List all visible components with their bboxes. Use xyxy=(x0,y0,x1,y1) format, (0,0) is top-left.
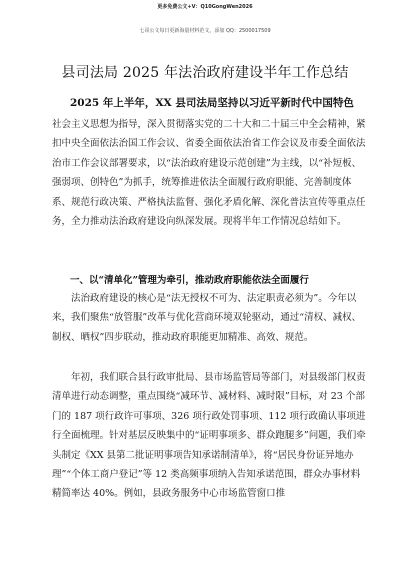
document-lead: 2025 年上半年，XX 县司法局坚持以习近平新时代中国特色 xyxy=(70,97,354,109)
header-contact-line: 七哥公文每日更新海量材料范文，添加 QQ：2500017509 xyxy=(139,28,271,34)
paragraph-intro: 社会主义思想为指导，深入贯彻落实党的二十大和二十届三中全会精神，紧扣中央全面依法治国工作会议、省委全面依法治省工作会议及市委全面依法治市工作会议部署要求，以“法治政府建设示范创建”为主线，以“补短板、强弱项、创特色”为抓手，统筹推进依法全面履行政府职能、完善制度体系、规范行政决策、严格执法监督、强化矛盾化解、深化普法宣传等重点任务，全力推动法治政府建设向纵深发展。现将半年工作情况总结如下。 xyxy=(52,119,366,228)
paragraph-core-principle: 法治政府建设的核心是“法无授权不可为、法定职责必须为”。今年以来，我们聚焦“放管服”改革与优化营商环境双轮驱动，通过“清权、减权、制权、晒权”四步联动，推动政府职能更加精准、高效、规范。 xyxy=(52,293,362,343)
header-promo-line: 更多免费公文+V：Q10GongWen2026 xyxy=(157,4,253,10)
section-heading-1: 一、以“清单化”管理为牵引，推动政府职能依法全面履行 xyxy=(70,275,309,286)
document-title: 县司法局 2025 年法治政府建设半年工作总结 xyxy=(61,65,349,81)
paragraph-clearance-work: 年初，我们联合县行政审批局、县市场监管局等部门，对县级部门权责清单进行动态调整，重点围绕“减环节、减材料、减时限”目标，对 23 个部门的 187 项行政许可事项、326 项行政处罚事项、112 项行政确认事项进行全面梳理。针对基层反映集中的“证明事项多、群众跑腿多”问题，我们牵头制定《XX 县第二批证明事项告知承诺制清单》，将“居民身份证异地办理”“个体工商户登记”等 12 类高频事项纳入告知承诺范围，群众办事材料精简率达 40%。例如，县政务服务中心市场监管窗口推 xyxy=(52,372,366,500)
